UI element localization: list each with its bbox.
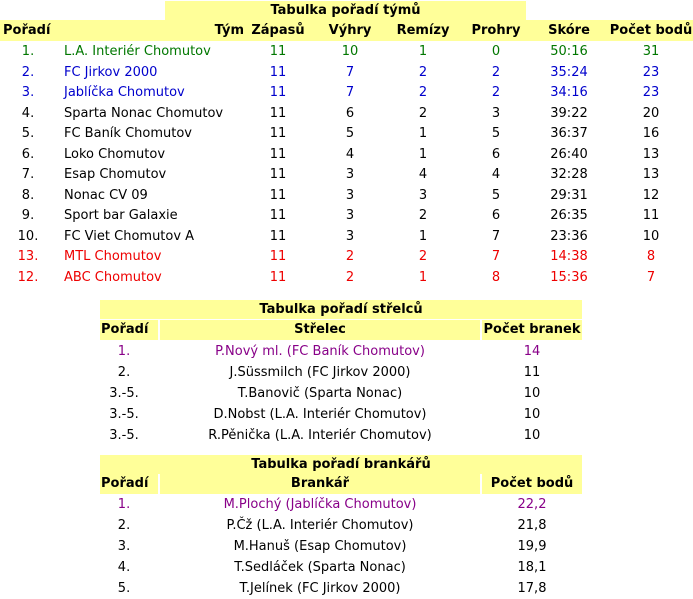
header-rank: Pořadí	[101, 476, 149, 491]
rank: 4.	[21, 105, 35, 121]
points: 16	[642, 126, 660, 141]
played: 11	[269, 126, 287, 141]
rank: 1.	[117, 344, 131, 359]
header-team: Tým	[214, 23, 244, 38]
points: 13	[642, 167, 660, 182]
table-row	[100, 557, 582, 578]
header-wins: Výhry	[328, 23, 372, 38]
score: 26:40	[550, 146, 588, 162]
header-draws: Remízy	[396, 23, 450, 38]
wins: 6	[345, 105, 355, 121]
table-row	[0, 247, 693, 268]
table-row	[0, 124, 693, 145]
points: 10	[642, 228, 660, 244]
points: 31	[642, 44, 660, 59]
score: 35:24	[550, 64, 588, 80]
header-rank: Pořadí	[101, 322, 149, 337]
losses: 3	[491, 105, 501, 121]
draws: 1	[418, 228, 428, 244]
losses: 7	[491, 228, 501, 244]
team-name: FC Viet Chomutov A	[64, 228, 195, 244]
losses: 2	[491, 64, 501, 80]
goalie-name: T.Jelínek (FC Jirkov 2000)	[239, 581, 401, 596]
points: 13	[642, 146, 660, 162]
goals: 14	[523, 344, 541, 359]
score: 39:22	[550, 105, 588, 121]
team-rows	[0, 42, 693, 288]
draws: 1	[418, 126, 428, 141]
table-row	[0, 206, 693, 227]
played: 11	[269, 249, 287, 264]
table-row	[100, 362, 582, 383]
rank: 2.	[117, 365, 131, 380]
played: 11	[269, 167, 287, 182]
draws: 2	[418, 105, 428, 121]
team-name: FC Jirkov 2000	[64, 64, 158, 80]
team-name: Loko Chomutov	[64, 146, 166, 162]
draws: 3	[418, 187, 428, 203]
losses: 2	[491, 85, 501, 100]
draws: 1	[418, 269, 428, 285]
points: 23	[642, 64, 660, 80]
rank: 10.	[17, 228, 39, 244]
losses: 0	[491, 44, 501, 59]
header-goals: Počet branek	[483, 322, 581, 337]
scorer-name: R.Pěnička (L.A. Interiér Chomutov)	[208, 428, 432, 443]
draws: 1	[418, 146, 428, 162]
header-score: Skóre	[548, 23, 590, 38]
wins: 2	[345, 249, 355, 264]
table-row	[100, 341, 582, 362]
points: 8	[646, 249, 656, 264]
table-row	[0, 165, 693, 186]
losses: 5	[491, 126, 501, 141]
team-name: MTL Chomutov	[64, 249, 162, 264]
wins: 7	[345, 85, 355, 100]
points: 18,1	[517, 560, 547, 575]
team-name: Esap Chomutov	[64, 167, 167, 182]
table-row	[0, 227, 693, 248]
wins: 3	[345, 187, 355, 203]
header-losses: Prohry	[471, 23, 521, 38]
team-name: Jablíčka Chomutov	[64, 85, 185, 100]
points: 19,9	[517, 539, 547, 554]
table-row	[100, 404, 582, 425]
rank: 5.	[21, 126, 35, 141]
header-points: Počet bodů	[609, 23, 693, 38]
table-row	[0, 186, 693, 207]
team-name: L.A. Interiér Chomutov	[64, 44, 211, 59]
wins: 3	[345, 167, 355, 182]
wins: 5	[345, 126, 355, 141]
goals: 10	[523, 407, 541, 422]
score: 14:38	[550, 249, 588, 264]
played: 11	[269, 146, 287, 162]
draws: 2	[418, 208, 428, 223]
played: 11	[269, 44, 287, 59]
rank: 3.-5.	[109, 386, 139, 401]
rank: 12.	[17, 269, 39, 285]
table-row	[100, 494, 582, 515]
scorer-name: T.Banovič (Sparta Nonac)	[237, 386, 403, 401]
losses: 7	[491, 249, 501, 264]
rank: 1.	[117, 497, 131, 512]
team-name: Sparta Nonac Chomutov	[64, 105, 224, 121]
team-table-title: Tabulka pořadí týmů	[165, 1, 526, 20]
rank: 9.	[21, 208, 35, 223]
rank: 3.-5.	[109, 428, 139, 443]
points: 11	[642, 208, 660, 223]
losses: 8	[491, 269, 501, 285]
points: 20	[642, 105, 660, 121]
rank: 3.-5.	[109, 407, 139, 422]
table-row	[0, 268, 693, 289]
played: 11	[269, 208, 287, 223]
played: 11	[269, 105, 287, 121]
team-table-header	[0, 20, 693, 41]
points: 22,2	[517, 497, 547, 512]
score: 15:36	[550, 269, 588, 285]
goals: 11	[523, 365, 541, 380]
scorers-rows	[100, 341, 582, 446]
played: 11	[269, 187, 287, 203]
points: 21,8	[517, 518, 547, 533]
draws: 2	[418, 64, 428, 80]
scorer-name: J.Süssmilch (FC Jirkov 2000)	[229, 365, 411, 380]
goalies-table-title: Tabulka pořadí brankářů	[100, 455, 582, 474]
table-row	[0, 83, 693, 104]
wins: 3	[345, 228, 355, 244]
wins: 2	[345, 269, 355, 285]
team-name: ABC Chomutov	[64, 269, 162, 285]
table-row	[0, 145, 693, 166]
header-points: Počet bodů	[490, 476, 574, 491]
losses: 6	[491, 208, 501, 223]
goals: 10	[523, 428, 541, 443]
played: 11	[269, 85, 287, 100]
team-name: Sport bar Galaxie	[64, 208, 178, 223]
rank: 13.	[17, 249, 39, 264]
table-row	[100, 578, 582, 599]
table-row	[0, 63, 693, 84]
losses: 6	[491, 146, 501, 162]
header-scorer: Střelec	[294, 322, 346, 337]
goals: 10	[523, 386, 541, 401]
score: 34:16	[550, 85, 588, 100]
scorers-table-header	[100, 320, 582, 340]
table-row	[0, 42, 693, 63]
draws: 2	[418, 249, 428, 264]
header-played: Zápasů	[251, 23, 305, 38]
table-row	[100, 515, 582, 536]
rank: 3.	[21, 85, 35, 100]
rank: 6.	[21, 146, 35, 162]
rank: 5.	[117, 581, 131, 596]
score: 32:28	[550, 167, 588, 182]
points: 23	[642, 85, 660, 100]
goalies-rows	[100, 494, 582, 599]
scorers-table-title: Tabulka pořadí střelců	[100, 300, 582, 319]
team-name: FC Baník Chomutov	[64, 126, 193, 141]
table-row	[0, 104, 693, 125]
played: 11	[269, 269, 287, 285]
table-row	[100, 425, 582, 446]
score: 36:37	[550, 126, 588, 141]
wins: 3	[345, 208, 355, 223]
wins: 7	[345, 64, 355, 80]
wins: 4	[345, 146, 355, 162]
rank: 4.	[117, 560, 131, 575]
points: 17,8	[517, 581, 547, 596]
losses: 4	[491, 167, 501, 182]
rank: 1.	[21, 44, 35, 59]
goalie-name: M.Hanuš (Esap Chomutov)	[233, 539, 407, 554]
points: 12	[642, 187, 660, 203]
score: 23:36	[550, 228, 588, 244]
goalies-table-header	[100, 474, 582, 494]
score: 26:35	[550, 208, 588, 223]
header-goalie: Brankář	[290, 476, 350, 491]
wins: 10	[341, 44, 359, 59]
score: 29:31	[550, 187, 588, 203]
scorer-name: P.Nový ml. (FC Baník Chomutov)	[215, 344, 425, 359]
rank: 8.	[21, 187, 35, 203]
played: 11	[269, 64, 287, 80]
points: 7	[646, 269, 656, 285]
goalie-name: P.Čž (L.A. Interiér Chomutov)	[226, 518, 414, 533]
draws: 4	[418, 167, 428, 182]
table-row	[100, 383, 582, 404]
rank: 7.	[21, 167, 35, 182]
rank: 2.	[117, 518, 131, 533]
draws: 2	[418, 85, 428, 100]
rank: 2.	[21, 64, 35, 80]
goalie-name: M.Plochý (Jablíčka Chomutov)	[223, 497, 417, 512]
losses: 5	[491, 187, 501, 203]
score: 50:16	[550, 44, 588, 59]
draws: 1	[418, 44, 428, 59]
team-name: Nonac CV 09	[64, 187, 148, 203]
header-rank: Pořadí	[3, 23, 51, 38]
played: 11	[269, 228, 287, 244]
rank: 3.	[117, 539, 131, 554]
scorer-name: D.Nobst (L.A. Interiér Chomutov)	[213, 407, 427, 422]
table-row	[100, 536, 582, 557]
goalie-name: T.Sedláček (Sparta Nonac)	[234, 560, 406, 575]
